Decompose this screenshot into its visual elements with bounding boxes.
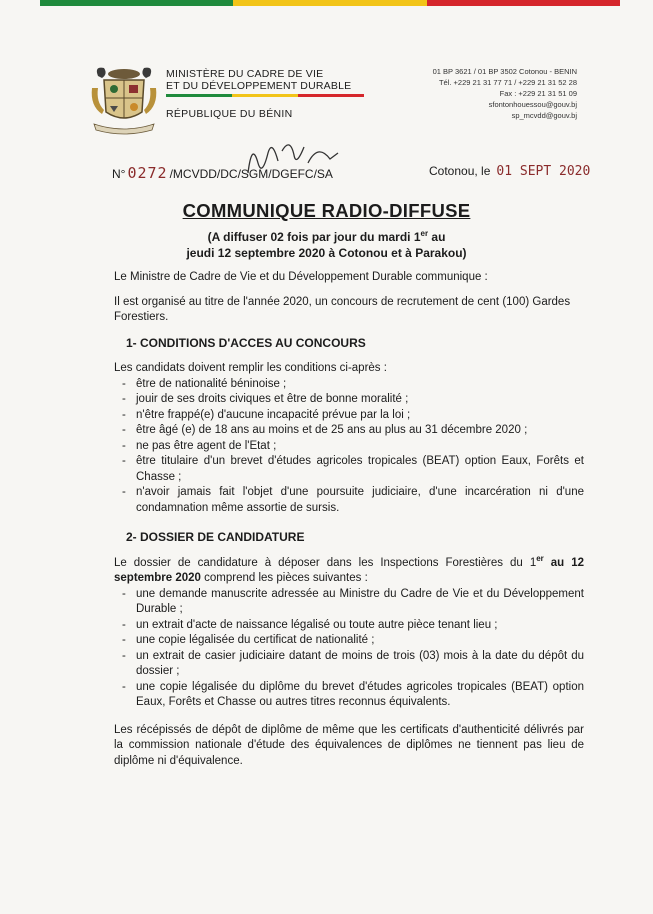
announcement-paragraph: Il est organisé au titre de l'année 2020, un concours de recrutement de cent (100) Gardes Forestiers. — [114, 295, 571, 323]
flag-stripe — [40, 0, 620, 6]
list-item: - une copie légalisée du certificat de nationalité ; — [120, 633, 584, 649]
reference-suffix: /MCVDD/DC/SGM/DGEFC/SA — [169, 167, 333, 181]
list-item: - un extrait d'acte de naissance légalisé ou toute autre pièce tenant lieu ; — [120, 618, 584, 634]
coat-of-arms-icon — [88, 62, 160, 138]
closing-paragraph: Les récépissés de dépôt de diplôme de même que les certificats d'authenticité délivrés par la commission nationale d'étude des équivalences de diplômes ne tiennent pas lieu de diplôme ni d'équivalence. — [114, 723, 584, 767]
ministry-line-1: MINISTÈRE DU CADRE DE VIE — [166, 68, 324, 80]
contact-phone: Tél. +229 21 31 77 71 / +229 21 31 52 28 — [438, 78, 577, 87]
list-item: - une demande manuscrite adressée au Ministre du Cadre de Vie et du Développement Durable ; — [120, 587, 584, 618]
list-item: - un extrait de casier judiciaire datant de moins de trois (03) mois à la date du dépôt du dossier ; — [120, 649, 584, 680]
contact-email-1: sfontonhouessou@gouv.bj — [488, 100, 577, 109]
list-item: - une copie légalisée du diplôme du brevet d'études agricoles tropicales (BEAT) option Eaux, Forêts et Chasse ou autres titres reconnus équivalents. — [120, 680, 584, 711]
reference-handwritten-number: 0272 — [127, 164, 168, 182]
section-2-lead — [114, 553, 584, 587]
list-item: - être âgé (e) de 18 ans au moins et de 25 ans au plus au 31 décembre 2020 ; — [120, 423, 584, 439]
dateline-date-stamp: 01 SEPT 2020 — [496, 164, 591, 179]
contact-address: 01 BP 3621 / 01 BP 3502 Cotonou - BENIN — [432, 67, 577, 76]
documents-list — [120, 587, 584, 711]
flag-rule — [166, 94, 364, 97]
republic-name: RÉPUBLIQUE DU BÉNIN — [166, 108, 293, 120]
ministry-line-2: ET DU DÉVELOPPEMENT DURABLE — [166, 80, 352, 92]
dateline-place: Cotonou, le — [429, 164, 491, 178]
list-item: - n'être frappé(e) d'aucune incapacité prévue par la loi ; — [120, 408, 584, 424]
contact-block — [433, 66, 577, 121]
section-2-lead-c: comprend les pièces suivantes : — [200, 572, 368, 584]
flag-red-band — [427, 0, 620, 6]
contact-fax: Fax : +229 21 31 51 09 — [499, 89, 577, 98]
flag-yellow-band — [233, 0, 426, 6]
list-item: - être titulaire d'un brevet d'études agricoles tropicales (BEAT) option Eaux, Forêts et Chasse ; — [120, 454, 584, 485]
list-item: - être de nationalité béninoise ; — [120, 377, 584, 393]
rule-red — [298, 94, 364, 97]
document-body — [114, 270, 584, 769]
subtitle-line-1-a: (A diffuser 02 fois par jour du mardi 1 — [207, 230, 421, 244]
ministry-name — [166, 68, 351, 92]
document-subtitle — [0, 229, 653, 261]
reference-prefix: N° — [112, 167, 126, 181]
section-1-lead: Les candidats doivent remplir les conditions ci-après : — [114, 362, 387, 374]
list-item: - n'avoir jamais fait l'objet d'une poursuite judiciaire, d'une incarcération ni d'une condamnation même assortie de sursis. — [120, 485, 584, 516]
section-2-heading: 2- DOSSIER DE CANDIDATURE — [126, 530, 305, 544]
list-item: - ne pas être agent de l'Etat ; — [120, 439, 584, 455]
conditions-list — [120, 377, 584, 517]
section-2-lead-dates: au 12 septembre 2020 — [114, 556, 584, 584]
document-title: COMMUNIQUE RADIO-DIFFUSE — [182, 200, 471, 221]
section-2-lead-a: Le dossier de candidature à déposer dans les Inspections Forestières du 1 — [114, 556, 537, 569]
list-item: - jouir de ses droits civiques et être de bonne moralité ; — [120, 392, 584, 408]
subtitle-sup: er — [420, 229, 429, 238]
contact-email-2: sp_mcvdd@gouv.bj — [511, 111, 577, 120]
intro-paragraph: Le Ministre de Cadre de Vie et du Développement Durable communique : — [114, 271, 488, 283]
section-2-lead-sup: er — [536, 553, 544, 563]
subtitle-line-1 — [0, 229, 653, 245]
subtitle-line-2: jeudi 12 septembre 2020 à Cotonou et à Parakou) — [186, 246, 467, 260]
rule-yellow — [232, 94, 298, 97]
dateline — [429, 164, 590, 179]
flag-green-band — [40, 0, 233, 6]
section-1-heading: 1- CONDITIONS D'ACCES AU CONCOURS — [126, 335, 366, 350]
subtitle-line-1-b: au — [428, 230, 446, 244]
signature-scribble-icon — [238, 133, 348, 183]
rule-green — [166, 94, 232, 97]
